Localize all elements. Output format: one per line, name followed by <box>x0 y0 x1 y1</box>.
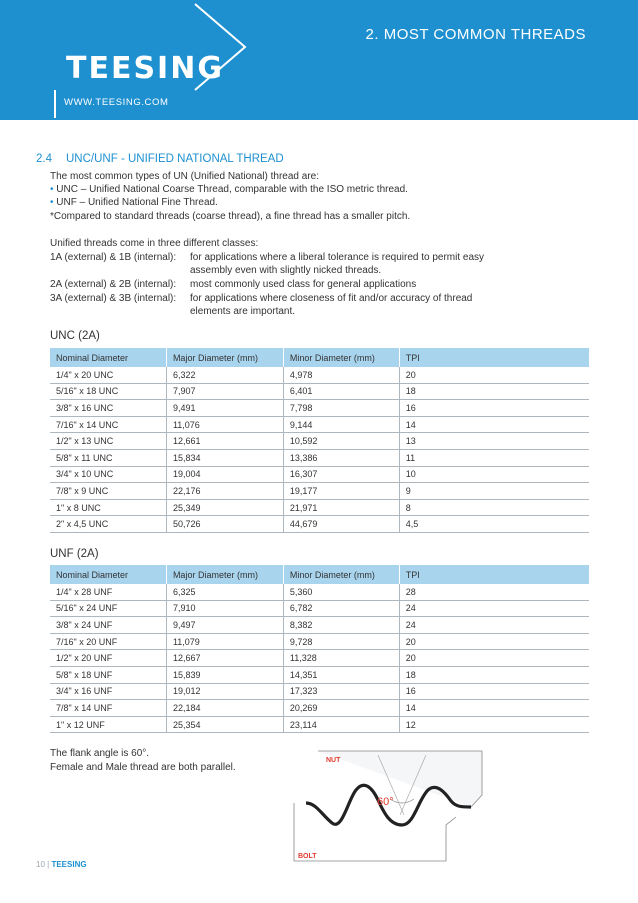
table-row <box>50 383 589 400</box>
table-row <box>50 584 589 600</box>
table-cell: 14,351 <box>283 666 399 683</box>
table-cell: 19,004 <box>166 466 283 483</box>
table-row <box>50 416 589 433</box>
table-cell: 50,726 <box>166 516 283 533</box>
table-cell: 4,978 <box>283 367 399 383</box>
table-row <box>50 617 589 634</box>
table-cell: 5,360 <box>283 584 399 600</box>
page-number: 10 <box>36 860 45 869</box>
table-cell: 44,679 <box>283 516 399 533</box>
table-cell: 1/4" x 20 UNC <box>50 367 166 383</box>
intro-text: The most common types of UN (Unified National) thread are: <box>50 171 319 182</box>
table-cell: 13 <box>399 433 589 450</box>
table-cell: 8,382 <box>283 617 399 634</box>
table-row <box>50 449 589 466</box>
table-cell: 19,012 <box>166 683 283 700</box>
table-header-row <box>50 348 589 367</box>
table-cell: 25,349 <box>166 499 283 516</box>
table-cell: 20 <box>399 650 589 667</box>
class-text: most commonly used class for general applications <box>190 279 417 290</box>
bullet-dot: • <box>50 184 57 195</box>
table-cell: 15,834 <box>166 449 283 466</box>
table-cell: 22,184 <box>166 700 283 717</box>
unc-table-title: UNC (2A) <box>50 330 100 342</box>
footer-brand: TEESING <box>51 860 87 869</box>
flank-angle-text <box>50 747 236 775</box>
table-cell: 3/4" x 16 UNF <box>50 683 166 700</box>
header-banner <box>0 0 638 120</box>
table-cell: 11,079 <box>166 633 283 650</box>
column-header: Nominal Diameter <box>50 348 166 367</box>
table-cell: 1" x 8 UNC <box>50 499 166 516</box>
table-cell: 24 <box>399 600 589 617</box>
table-row <box>50 600 589 617</box>
table-cell: 25,354 <box>166 716 283 733</box>
table-cell: 1/4" x 28 UNF <box>50 584 166 600</box>
table-row <box>50 483 589 500</box>
table-cell: 22,176 <box>166 483 283 500</box>
table-cell: 12 <box>399 716 589 733</box>
class-text: for applications where closeness of fit and/or accuracy of thread <box>190 293 473 304</box>
table-cell: 13,386 <box>283 449 399 466</box>
bolt-outline <box>294 803 456 861</box>
table-cell: 7,907 <box>166 383 283 400</box>
unf-table <box>50 565 589 733</box>
table-cell: 12,667 <box>166 650 283 667</box>
table-cell: 9,144 <box>283 416 399 433</box>
unc-table-body <box>50 367 589 532</box>
table-cell: 11,076 <box>166 416 283 433</box>
column-header: TPI <box>399 348 589 367</box>
class-text: for applications where a liberal tolerance is required to permit easy <box>190 252 485 263</box>
classes-intro: Unified threads come in three different classes: <box>50 238 259 249</box>
table-cell: 6,325 <box>166 584 283 600</box>
column-header: Minor Diameter (mm) <box>283 348 399 367</box>
table-cell: 2" x 4,5 UNC <box>50 516 166 533</box>
table-cell: 6,322 <box>166 367 283 383</box>
class-text-cont: assembly even with slightly nicked threads. <box>190 265 382 276</box>
flank-line-2: Female and Male thread are both parallel. <box>50 762 236 773</box>
table-cell: 24 <box>399 617 589 634</box>
table-cell: 7/16" x 20 UNF <box>50 633 166 650</box>
table-header-row <box>50 565 589 584</box>
table-cell: 10,592 <box>283 433 399 450</box>
table-cell: 3/8" x 16 UNC <box>50 400 166 417</box>
table-row <box>50 700 589 717</box>
table-cell: 7/16" x 14 UNC <box>50 416 166 433</box>
column-header: Nominal Diameter <box>50 565 166 584</box>
section-title: UNC/UNF - UNIFIED NATIONAL THREAD <box>66 153 284 165</box>
column-header: Minor Diameter (mm) <box>283 565 399 584</box>
table-cell: 14 <box>399 416 589 433</box>
table-cell: 11,328 <box>283 650 399 667</box>
bolt-label: BOLT <box>298 853 317 860</box>
bullet-unc <box>50 183 408 196</box>
class-label: 3A (external) & 3B (internal): <box>50 293 177 304</box>
angle-label: 60° <box>377 796 394 808</box>
table-cell: 19,177 <box>283 483 399 500</box>
table-cell: 14 <box>399 700 589 717</box>
table-cell: 21,971 <box>283 499 399 516</box>
table-cell: 15,839 <box>166 666 283 683</box>
table-row <box>50 499 589 516</box>
nut-outline <box>318 751 482 807</box>
table-cell: 1" x 12 UNF <box>50 716 166 733</box>
table-row <box>50 466 589 483</box>
table-row <box>50 433 589 450</box>
class-row-1 <box>50 251 484 264</box>
table-cell: 8 <box>399 499 589 516</box>
table-row <box>50 683 589 700</box>
table-row <box>50 400 589 417</box>
table-row <box>50 633 589 650</box>
table-row <box>50 516 589 533</box>
flank-line-1: The flank angle is 60°. <box>50 748 150 759</box>
pitch-note: *Compared to standard threads (coarse thread), a fine thread has a smaller pitch. <box>50 211 411 222</box>
bullet-unf-text: UNF – Unified National Fine Thread. <box>56 197 218 208</box>
table-cell: 7,798 <box>283 400 399 417</box>
table-cell: 3/8" x 24 UNF <box>50 617 166 634</box>
nut-label: NUT <box>326 757 341 764</box>
website-link[interactable]: WWW.TEESING.COM <box>64 97 169 108</box>
table-cell: 18 <box>399 383 589 400</box>
table-cell: 20 <box>399 633 589 650</box>
table-cell: 6,782 <box>283 600 399 617</box>
column-header: TPI <box>399 565 589 584</box>
table-cell: 9 <box>399 483 589 500</box>
table-cell: 28 <box>399 584 589 600</box>
table-cell: 4,5 <box>399 516 589 533</box>
table-cell: 10 <box>399 466 589 483</box>
table-cell: 1/2" x 20 UNF <box>50 650 166 667</box>
thread-diagram <box>286 745 486 865</box>
table-cell: 12,661 <box>166 433 283 450</box>
table-row <box>50 666 589 683</box>
table-cell: 7/8" x 14 UNF <box>50 700 166 717</box>
column-header: Major Diameter (mm) <box>166 565 283 584</box>
bullet-unc-text: UNC – Unified National Coarse Thread, comparable with the ISO metric thread. <box>56 184 408 195</box>
table-cell: 5/16" x 24 UNF <box>50 600 166 617</box>
table-cell: 5/16" x 18 UNC <box>50 383 166 400</box>
unf-table-body <box>50 584 589 733</box>
chapter-title: 2. MOST COMMON THREADS <box>365 26 586 43</box>
table-cell: 7,910 <box>166 600 283 617</box>
class-row-3 <box>50 292 472 305</box>
class-label: 2A (external) & 2B (internal): <box>50 279 177 290</box>
table-cell: 17,323 <box>283 683 399 700</box>
class-row-2 <box>50 278 416 291</box>
table-cell: 9,728 <box>283 633 399 650</box>
table-cell: 23,114 <box>283 716 399 733</box>
table-row <box>50 716 589 733</box>
table-cell: 5/8" x 18 UNF <box>50 666 166 683</box>
table-cell: 11 <box>399 449 589 466</box>
table-cell: 16 <box>399 400 589 417</box>
table-cell: 1/2" x 13 UNC <box>50 433 166 450</box>
section-number: 2.4 <box>36 153 52 165</box>
bullet-unf <box>50 196 218 209</box>
class-text-cont: elements are important. <box>190 306 296 317</box>
class-label: 1A (external) & 1B (internal): <box>50 252 177 263</box>
table-cell: 6,401 <box>283 383 399 400</box>
table-cell: 20 <box>399 367 589 383</box>
table-cell: 20,269 <box>283 700 399 717</box>
table-cell: 3/4" x 10 UNC <box>50 466 166 483</box>
table-cell: 16 <box>399 683 589 700</box>
table-cell: 9,497 <box>166 617 283 634</box>
column-header: Major Diameter (mm) <box>166 348 283 367</box>
bullet-dot: • <box>50 197 57 208</box>
logo-text: TEESING <box>66 51 224 86</box>
page-footer <box>36 860 87 869</box>
table-cell: 18 <box>399 666 589 683</box>
footer-separator: | <box>47 860 50 869</box>
table-cell: 9,491 <box>166 400 283 417</box>
table-cell: 5/8" x 11 UNC <box>50 449 166 466</box>
unf-table-title: UNF (2A) <box>50 548 99 560</box>
table-cell: 16,307 <box>283 466 399 483</box>
table-cell: 7/8" x 9 UNC <box>50 483 166 500</box>
table-row <box>50 367 589 383</box>
table-row <box>50 650 589 667</box>
unc-table <box>50 348 589 533</box>
